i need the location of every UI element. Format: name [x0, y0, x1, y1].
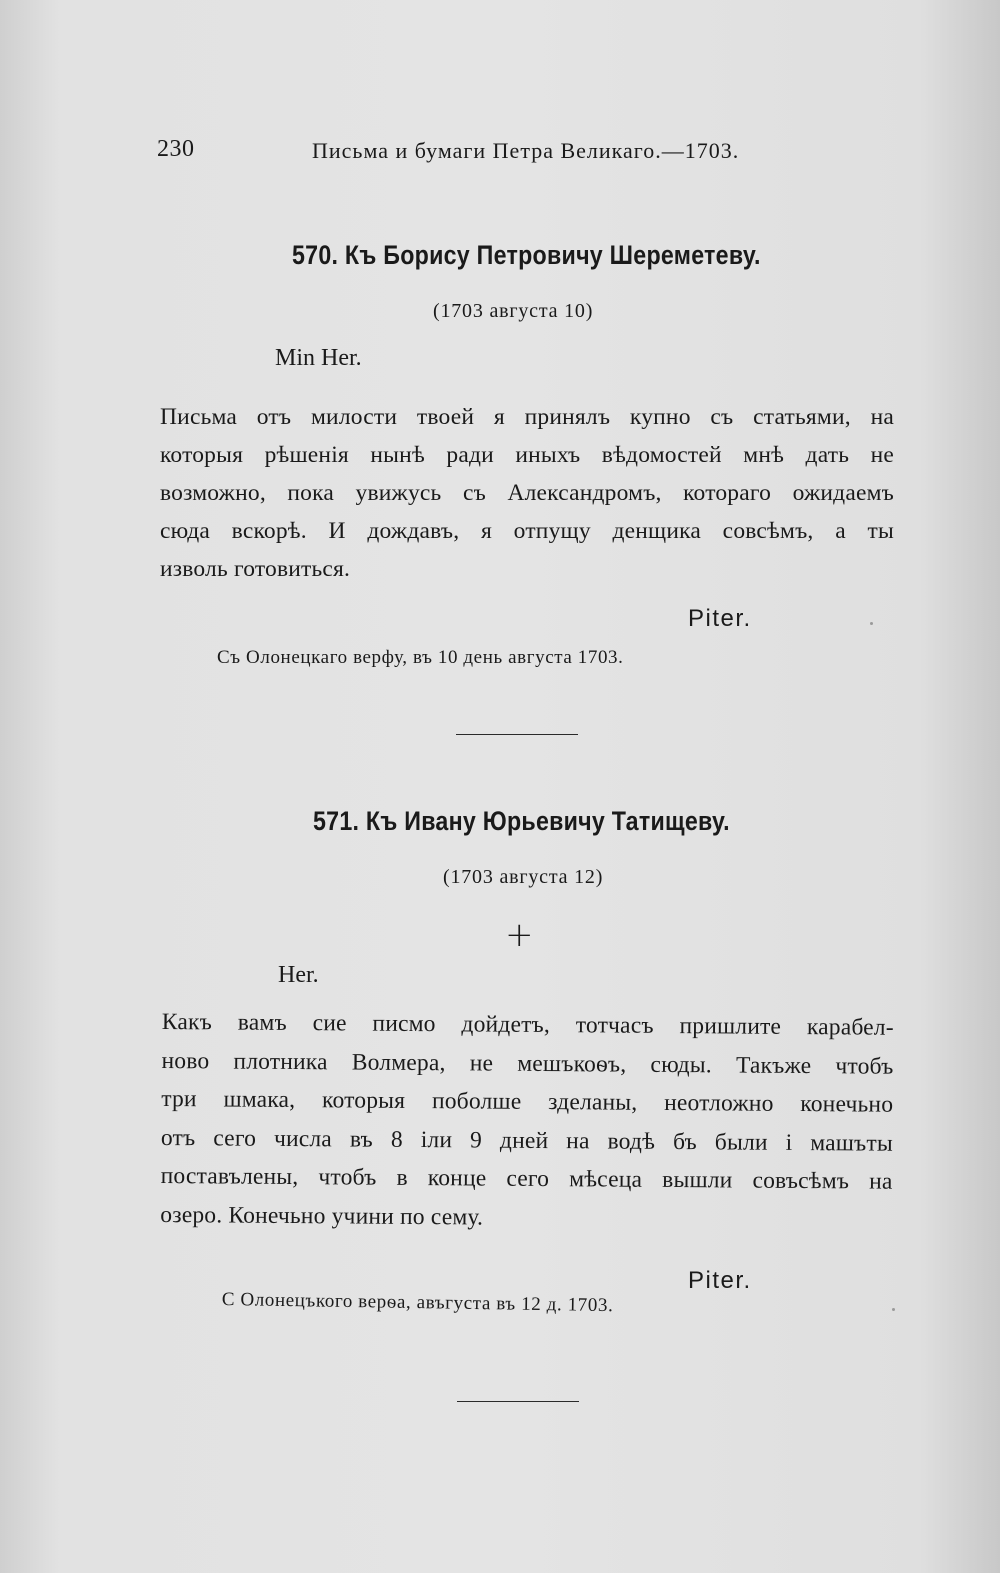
body-line: озеро. Конечьно учини по сему.	[160, 1201, 484, 1231]
letter-571-salutation: Her.	[278, 962, 319, 988]
paper-speck	[870, 622, 873, 625]
letter-571-heading: 571. Къ Ивану Юрьевичу Татищеву.	[313, 806, 730, 836]
letter-571-body	[160, 1003, 894, 1240]
letter-570-place-date: Съ Олонецкаго верфу, въ 10 день августа 1703.	[217, 647, 624, 668]
cross-symbol: +	[505, 915, 534, 955]
letter-570-heading: 570. Къ Борису Петровичу Шереметеву.	[292, 240, 761, 270]
body-line: ново плотника Волмера, не мешъкоѳъ, сюды. Такъже чтобъ	[161, 1047, 894, 1080]
body-line: три шмака, которыя поболше зделаны, неотложно конечьно	[161, 1085, 894, 1118]
letter-571-date: (1703 августа 12)	[443, 866, 604, 888]
letter-570-date: (1703 августа 10)	[433, 300, 594, 322]
letter-571-signature: Piter.	[688, 1267, 752, 1294]
body-line: изволь готовиться.	[160, 556, 351, 582]
running-title: Письма и бумаги Петра Великаго.—1703.	[312, 138, 740, 163]
body-line: сюда вскорѣ. И дождавъ, я отпущу денщика совсѣмъ, а ты	[160, 518, 894, 544]
letter-570-signature: Piter.	[688, 605, 752, 632]
section-divider	[456, 734, 578, 735]
letter-570-salutation: Min Her.	[275, 345, 362, 371]
body-line: Какъ вамъ сие писмо дойдетъ, тотчасъ пришлите карабел-	[161, 1008, 894, 1041]
body-line: которыя рѣшенія нынѣ ради иныхъ вѣдомостей мнѣ дать не	[160, 442, 894, 468]
letter-571-place-date: С Олонецъкого верѳа, авъгуста въ 12 д. 1703.	[221, 1289, 614, 1317]
body-line: Письма отъ милости твоей я принялъ купно съ статьями, на	[160, 404, 894, 430]
page-number: 230	[157, 136, 195, 162]
body-line: отъ сего числа въ 8 iли 9 дней на водѣ бъ были i машъты	[160, 1124, 894, 1157]
paper-speck	[892, 1308, 895, 1311]
section-divider	[457, 1401, 579, 1402]
body-line: поставълены, чтобъ в конце сего мѣсеца вышли совъсѣмъ на	[160, 1162, 893, 1195]
letter-570-body	[160, 398, 894, 588]
body-line: возможно, пока увижусь съ Александромъ, котораго ожидаемъ	[160, 480, 894, 506]
